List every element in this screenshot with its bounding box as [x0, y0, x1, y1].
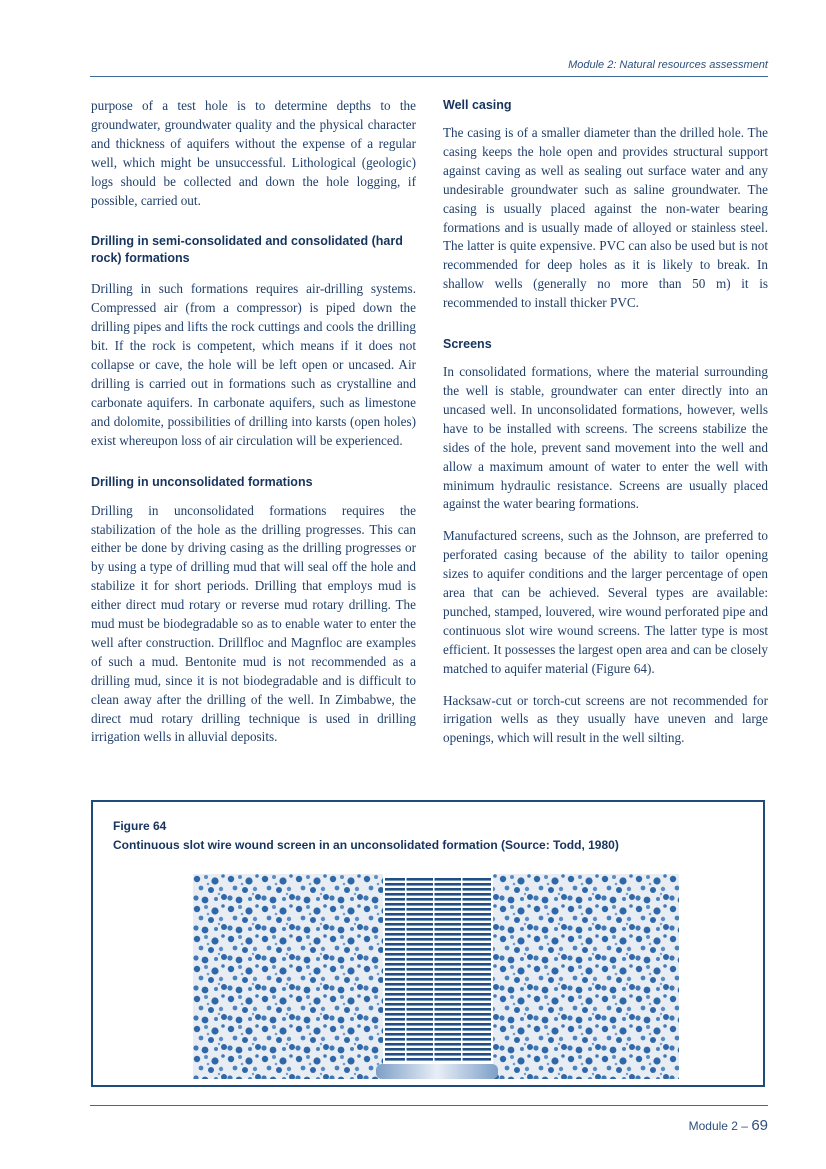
- screen-wire: [385, 888, 491, 891]
- screen-wire: [385, 1008, 491, 1011]
- screen-wire: [385, 933, 491, 936]
- figure-label: Figure 64: [113, 819, 167, 833]
- screen-wire: [385, 913, 491, 916]
- section-heading-hard-rock: Drilling in semi-consolidated and consolidated (hard rock) formations: [91, 234, 403, 266]
- screen-wire: [385, 998, 491, 1001]
- screen-wire: [385, 928, 491, 931]
- formation-right: [493, 874, 679, 1079]
- well-casing-paragraph: The casing is of a smaller diameter than the drilled hole. The casing keeps the hole open and provides structural support against caving as well as sealing out surface water and any undesirable groundwater such as saline groundwater. The casing is usually placed against the non-water bearing formations and is usually made of alloyed or stainless steel. The latter is quite expensive. PVC can also be used but is not recommended for deep holes as it is likely to break. In shallow wells (generally no more than 50 m) it is recommended to install thicker PVC.: [443, 125, 768, 311]
- screen-wire: [385, 1048, 491, 1051]
- footer-rule: [90, 1105, 768, 1106]
- screen-wire: [385, 963, 491, 966]
- figure-caption: Continuous slot wire wound screen in an unconsolidated formation (Source: Todd, 1980): [113, 838, 619, 852]
- screen-wire: [385, 958, 491, 961]
- screen-wire: [385, 898, 491, 901]
- screen-illustration: [193, 874, 679, 1080]
- screen-wire: [385, 978, 491, 981]
- screen-wire: [385, 938, 491, 941]
- section-heading-screens: Screens: [443, 337, 492, 352]
- left-column: [91, 97, 416, 747]
- casing-base: [376, 1064, 498, 1079]
- screen-wire: [385, 883, 491, 886]
- section-heading-unconsolidated: Drilling in unconsolidated formations: [91, 474, 313, 489]
- screens-paragraph-1: In consolidated formations, where the material surrounding the well is stable, groundwater can enter directly into an uncased well. In unconsolidated formations, however, wells have to be installed with screens. The screens stabilize the sides of the hole, prevent sand movement into the well and allow a maximum amount of water to enter the well with minimum hydraulic resistance. Screens are usually placed against the water bearing formations.: [443, 364, 768, 512]
- screens-paragraph-2: Manufactured screens, such as the Johnson, are preferred to perforated casing because of the ability to tailor opening sizes to aquifer conditions and the larger percentage of open area that can be achieved. Several types are available: punched, stamped, louvered, wire wound perforated pipe and continuous slot wire wound screens. The latter type is most efficient. It possesses the largest open area and can be closely matched to aquifer material (Figure 64).: [443, 528, 768, 676]
- figure-box: [91, 800, 765, 1087]
- section-heading-well-casing: Well casing: [443, 98, 512, 112]
- hard-rock-paragraph: Drilling in such formations requires air-drilling systems. Compressed air (from a compressor) is piped down the drilling pipes and lifts the rock cuttings and cools the drilling bit. If the rock is competent, which means if it does not collapse or cave, the hole will be left open or uncased. Air drilling is carried out in formations such as crystalline and carbonate aquifers. In carbonate aquifers, such as limestone and dolomite, possibilities of drilling into karsts (open holes) exist whereupon loss of air circulation will be experienced.: [91, 281, 416, 448]
- screen-wire: [385, 908, 491, 911]
- page-footer: [689, 1117, 768, 1134]
- screen-wire: [385, 988, 491, 991]
- page-number: 69: [751, 1117, 768, 1134]
- intro-paragraph: purpose of a test hole is to determine depths to the groundwater, groundwater quality and the physical character and thickness of aquifers without the expense of a regular well, which might be unsuccessful. Lithological (geologic) logs should be collected and down the hole logging, if possible, carried out.: [91, 98, 416, 208]
- screen-wire: [385, 1028, 491, 1031]
- screen-wire: [385, 953, 491, 956]
- screen-wire: [385, 1033, 491, 1036]
- screen-wire: [385, 1023, 491, 1026]
- screen-wire: [385, 918, 491, 921]
- header-rule: [90, 76, 768, 77]
- screen-wire: [385, 1053, 491, 1056]
- screen-wire: [385, 983, 491, 986]
- running-header: Module 2: Natural resources assessment: [568, 59, 768, 71]
- screen-wire: [385, 1043, 491, 1046]
- screen-wire: [385, 1018, 491, 1021]
- screen-wire: [385, 893, 491, 896]
- screen-rod: [461, 876, 463, 1062]
- screen-wire: [385, 973, 491, 976]
- screen-wire: [385, 1058, 491, 1061]
- formation-left: [193, 874, 383, 1079]
- screen-slots: [385, 876, 491, 1062]
- screen-wire: [385, 943, 491, 946]
- screen-wire: [385, 968, 491, 971]
- screen-wire: [385, 948, 491, 951]
- screen-wire: [385, 923, 491, 926]
- screen-wire: [385, 1038, 491, 1041]
- screen-wire: [385, 903, 491, 906]
- right-column: [443, 97, 768, 748]
- screens-paragraph-3: Hacksaw-cut or torch-cut screens are not recommended for irrigation wells as they usually have uneven and large openings, which will result in the well silting.: [443, 692, 768, 746]
- screen-rod: [405, 876, 407, 1062]
- screen-wire: [385, 1003, 491, 1006]
- footer-module: Module 2 –: [688, 1119, 752, 1133]
- screen-wire: [385, 1013, 491, 1016]
- screen-rod: [433, 876, 435, 1062]
- unconsolidated-paragraph: Drilling in unconsolidated formations requires the stabilization of the hole as the drilling progresses. This can either be done by driving casing as the drilling progresses or by using a type of drilling mud that will seal off the hole and stabilize it for short periods. Drilling that employs mud is either direct mud rotary or reverse mud rotary drilling. The mud must be biodegradable so as to enable water to enter the well after construction. Drillfloc and Magnfloc are examples of such a mud. Bentonite mud is not recommended as a drilling mud, since it is not biodegradable and is difficult to clean away after the drilling of the well. In Zimbabwe, the direct mud rotary drilling technique is used in drilling irrigation wells in alluvial deposits.: [91, 502, 416, 745]
- screen-wire: [385, 993, 491, 996]
- screen-wire: [385, 878, 491, 881]
